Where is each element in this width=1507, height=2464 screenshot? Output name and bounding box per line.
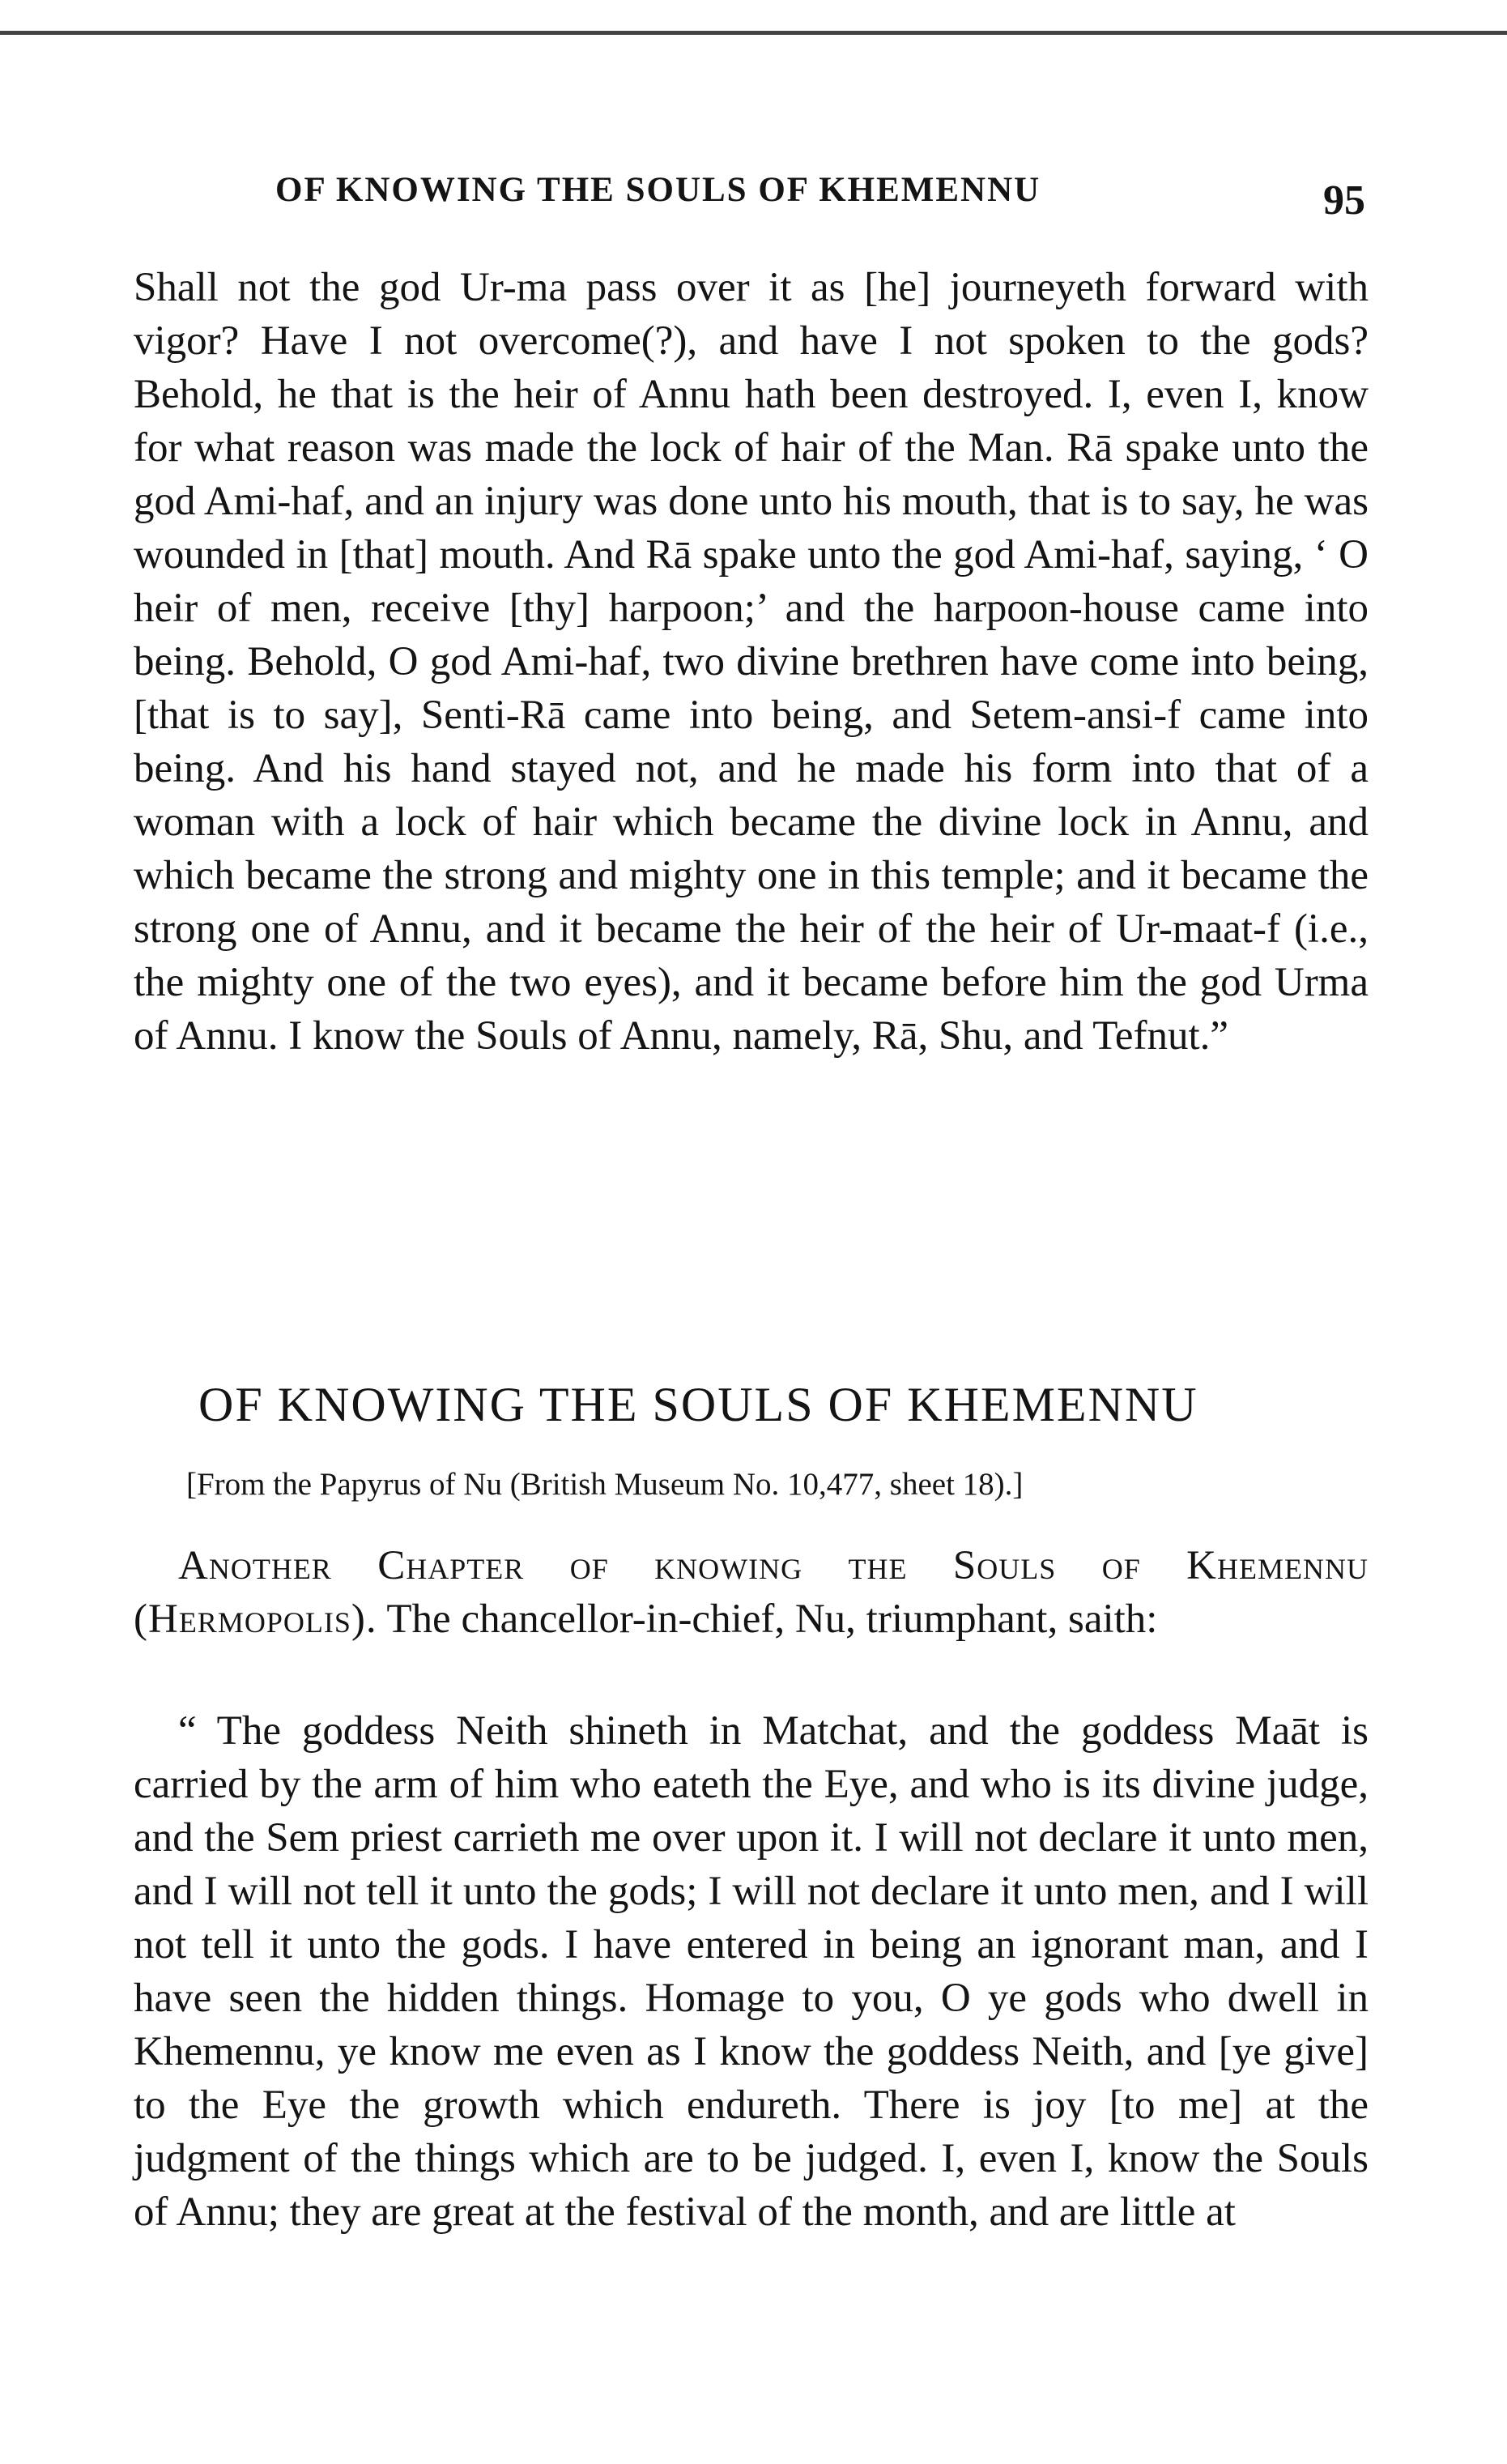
paragraph-1: Shall not the god Ur-ma pass over it as [he] journeyeth forward with vigor? Have I not overcome(?), and have I not spoken to the gods? Behold, he that is the heir of Annu hath been destroyed. I, even I, know for what reason was made the lock of hair of the Man. Rā spake unto the god Ami-haf, and an injury was done unto his mouth, that is to say, he was wounded in [that] mouth. And Rā spake unto the god Ami-haf, saying, ‘ O heir of men, receive [thy] harpoon;’ and the harpoon-house came into being. Behold, O god Ami-haf, two divine brethren have come into being, [that is to say], Senti-Rā came into being, and Setem-ansi-f came into being. And his hand stayed not, and he made his form into that of a woman with a lock of hair which became the divine lock in Annu, and which became the strong and mighty one in this temple; and it became the strong one of Annu, and it became the heir of the heir of Ur-maat-f (i.e., the mighty one of the two eyes), and it became before him the god Urma of Annu. I know the Souls of Annu, namely, Rā, Shu, and Tefnut.” <box>134 265 1369 1059</box>
paragraph-3-block <box>134 1704 1369 2239</box>
running-head: OF KNOWING THE SOULS OF KHEMENNU <box>275 171 1041 209</box>
page-number: 95 <box>1323 177 1365 224</box>
paragraph-1-block <box>134 261 1369 1063</box>
paragraph-2-rest: The chancellor-in-chief, Nu, triumphant, saith: <box>377 1596 1158 1642</box>
paragraph-2 <box>134 1539 1369 1646</box>
paragraph-2-block <box>134 1539 1369 1646</box>
paragraph-2-caps: Another Chapter of knowing the Souls of Khemennu (Hermopolis). <box>134 1543 1369 1642</box>
section-title: OF KNOWING THE SOULS OF KHEMENNU <box>198 1378 1198 1431</box>
source-note: [From the Papyrus of Nu (British Museum No. 10,477, sheet 18).] <box>186 1467 1024 1502</box>
paragraph-3: “ The goddess Neith shineth in Matchat, and the goddess Maāt is carried by the arm of him who eateth the Eye, and who is its divine judge, and the Sem priest carrieth me over upon it. I will not declare it unto men, and I will not tell it unto the gods; I will not declare it unto men, and I will not tell it unto the gods. I have entered in being an ignorant man, and I have seen the hidden things. Homage to you, O ye gods who dwell in Khemennu, ye know me even as I know the goddess Neith, and [ye give] to the Eye the growth which endureth. There is joy [to me] at the judgment of the things which are to be judged. I, even I, know the Souls of Annu; they are great at the festival of the month, and are little at <box>134 1708 1369 2235</box>
top-rule <box>0 31 1507 41</box>
